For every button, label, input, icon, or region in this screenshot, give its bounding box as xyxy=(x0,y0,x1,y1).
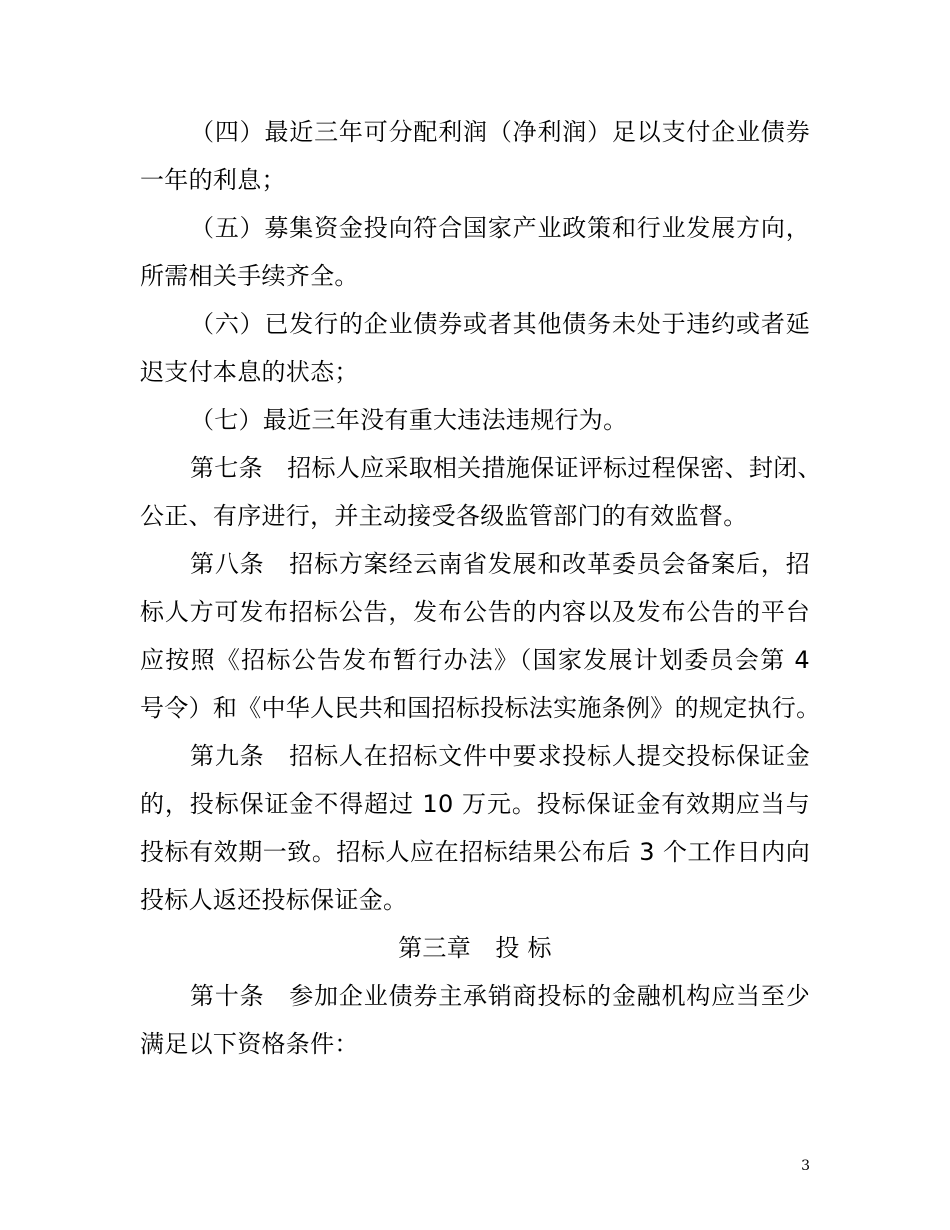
page-number: 3 xyxy=(801,1158,810,1174)
article-8-line: 第八条 招标方案经云南省发展和改革委员会备案后，招 xyxy=(190,550,810,578)
article-9-line: 投标人返还投标保证金。 xyxy=(140,886,408,914)
article-9-line: 投标有效期一致。招标人应在招标结果公布后 3 个工作日内向 xyxy=(140,838,810,866)
article-8-line: 标人方可发布招标公告，发布公告的内容以及发布公告的平台 xyxy=(140,598,810,626)
article-8-line: 号令）和《中华人民共和国招标投标法实施条例》的规定执行。 xyxy=(140,694,821,722)
article-8-line: 应按照《招标公告发布暂行办法》（国家发展计划委员会第 4 xyxy=(140,646,810,674)
article-9-line: 第九条 招标人在招标文件中要求投标人提交投标保证金 xyxy=(190,742,810,770)
paragraph-line: （七）最近三年没有重大违法违规行为。 xyxy=(190,406,628,434)
paragraph-line: （四）最近三年可分配利润（净利润）足以支付企业债券 xyxy=(190,118,810,146)
paragraph-line: （五）募集资金投向符合国家产业政策和行业发展方向， xyxy=(190,214,810,242)
article-10-line: 第十条 参加企业债券主承销商投标的金融机构应当至少 xyxy=(190,982,810,1010)
article-7-line: 第七条 招标人应采取相关措施保证评标过程保密、封闭、 xyxy=(190,454,822,482)
article-7-line: 公正、有序进行，并主动接受各级监管部门的有效监督。 xyxy=(140,502,748,530)
paragraph-line: 一年的利息； xyxy=(140,166,286,194)
paragraph-line: （六）已发行的企业债券或者其他债务未处于违约或者延 xyxy=(190,310,810,338)
paragraph-line: 所需相关手续齐全。 xyxy=(140,262,359,290)
chapter-heading: 第三章 投 标 xyxy=(398,934,552,962)
paragraph-line: 迟支付本息的状态； xyxy=(140,358,359,386)
article-9-line: 的，投标保证金不得超过 10 万元。投标保证金有效期应当与 xyxy=(140,790,810,818)
article-10-line: 满足以下资格条件： xyxy=(140,1030,359,1058)
